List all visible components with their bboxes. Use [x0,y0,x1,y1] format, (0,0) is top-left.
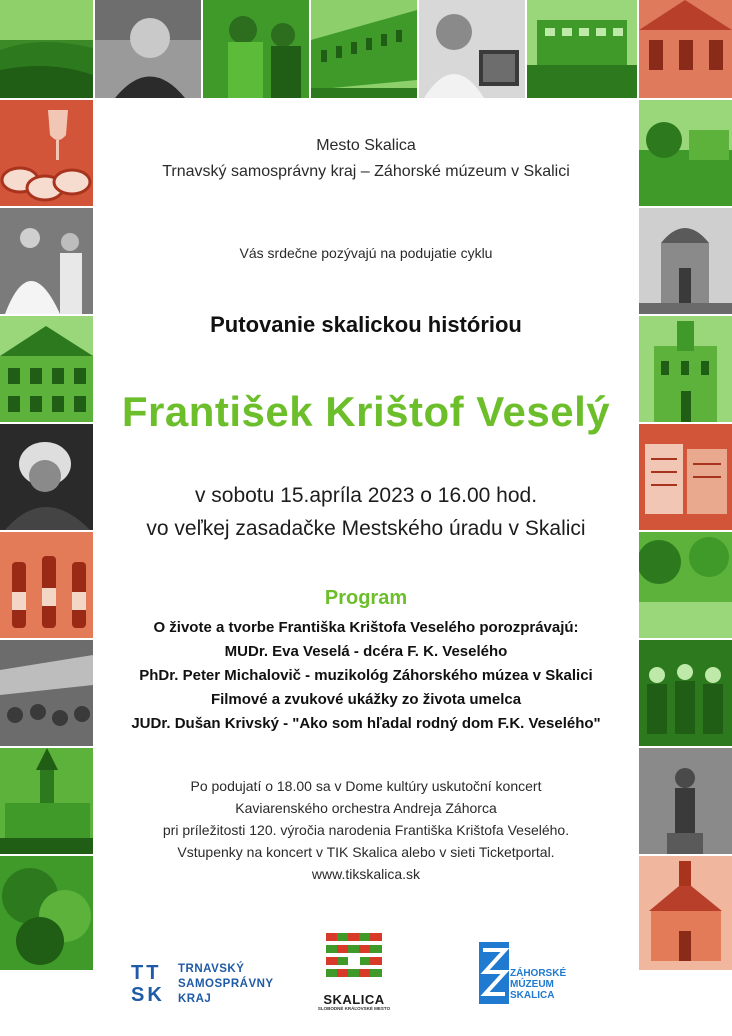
wedding-photo [0,208,93,314]
rotunda-photo [639,208,732,314]
ttsk-logo-text: TRNAVSKÝ SAMOSPRÁVNY KRAJ [178,963,274,1005]
skalica-flag-icon [326,933,382,989]
school-photo [527,0,637,98]
event-date: v sobotu 15.apríla 2023 o 16.00 hod. [194,484,538,507]
concert-line: Po podujatí o 18.00 sa v Dome kultúry uskutoční koncert [190,778,542,794]
sculptor-photo [419,0,525,98]
building-photo [311,0,417,98]
event-details [95,479,637,545]
concert-line: pri príležitosti 120. výročia narodenia Františka Krištofa Veselého. [162,822,570,838]
program-line: Filmové a zvukové ukážky zo života umelca [210,691,522,708]
chapel-photo [639,856,732,970]
musicians-photo [639,640,732,746]
program-line: MUDr. Eva Veselá - dcéra F. K. Veselého [224,643,508,660]
town-house-photo [0,316,93,422]
wine-photo [0,100,93,206]
portrait-photo [95,0,201,98]
garden-photo [639,532,732,638]
program-line: O živote a tvorbe Františka Krištofa Veselého porozprávajú: [153,619,579,636]
wine-bottles-photo [0,532,93,638]
organizer-region-museum: Trnavský samosprávny kraj – Záhorské múzeum v Skalici [162,163,570,180]
books-photo [639,424,732,530]
organizer-city: Mesto Skalica [316,137,416,154]
person-name: František Krištof Veselý [121,388,611,435]
event-place: vo veľkej zasadačke Mestského úradu v Skalici [146,517,586,540]
house-photo [639,0,732,98]
landscape-photo [0,0,93,98]
park-photo [639,100,732,206]
tree-photo [0,856,93,970]
program-line: PhDr. Peter Michalovič - muzikológ Záhorského múzea v Skalici [139,667,593,684]
concert-line: Vstupenky na koncert v TIK Skalica alebo v sieti Ticketportal. [177,844,555,860]
concert-website: www.tikskalica.sk [311,866,421,882]
concert-info [95,775,637,885]
market-photo [0,640,93,746]
statue-photo [639,748,732,854]
skalica-wordmark: SKALICA [323,992,385,1007]
old-man-photo [0,424,93,530]
organizers [95,133,637,185]
ttsk-logo-mark: TT SK [131,962,165,1006]
zahorske-muzeum-text: ZÁHORSKÉ MÚZEUM SKALICA [510,968,567,1001]
concert-line: Kaviarenského orchestra Andreja Záhorca [235,800,497,816]
program-line: JUDr. Dušan Krivský - "Ako som hľadal rodný dom F.K. Veselého" [131,715,601,732]
program-heading: Program [324,587,408,609]
hockey-photo [203,0,309,98]
skalica-subtitle: SLOBODNÉ KRÁĽOVSKÉ MESTO [317,1006,391,1011]
church-photo [0,748,93,854]
invitation-text: Vás srdečne pozývajú na podujatie cyklu [239,245,493,261]
monastery-photo [639,316,732,422]
series-title: Putovanie skalickou históriou [210,312,522,337]
program-list [95,616,637,736]
zahorske-muzeum-mark-icon [479,942,509,1004]
